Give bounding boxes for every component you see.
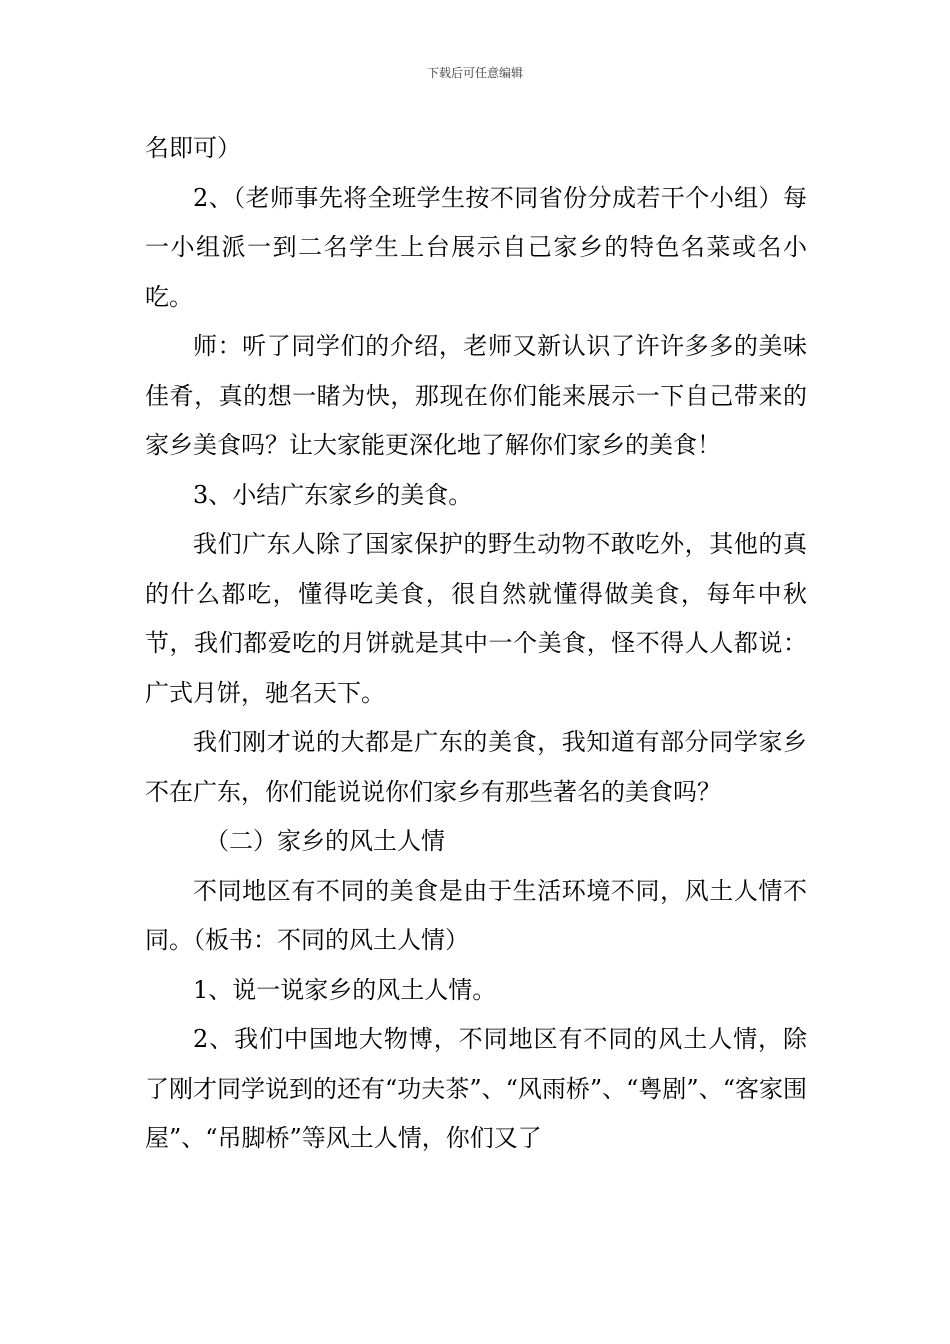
paragraph: 3、小结广东家乡的美食。	[193, 480, 473, 509]
paragraph: 2、（老师事先将全班学生按不同省份分成若干个小组）每一小组派一到二名学生上台展示自己家乡的特色名菜或名小吃。	[145, 183, 807, 311]
section-heading: （二）家乡的风土人情	[205, 827, 445, 855]
paragraph: 我们刚才说的大都是广东的美食，我知道有部分同学家乡不在广东，你们能说说你们家乡有那些著名的美食吗？	[145, 728, 807, 806]
page-header: 下载后可任意编辑	[426, 66, 523, 80]
paragraph: 1、说一说家乡的风土人情。	[193, 975, 497, 1004]
paragraph: 2、我们中国地大物博，不同地区有不同的风土人情，除了刚才同学说到的还有“功夫茶”、“风雨桥”、“粤剧”、“客家围屋”、“吊脚桥”等风土人情，你们又了	[145, 1025, 807, 1152]
paragraph: 不同地区有不同的美食是由于生活环境不同，风土人情不同。（板书：不同的风土人情）	[145, 876, 807, 954]
paragraph: 我们广东人除了国家保护的野生动物不敢吃外，其他的真的什么都吃，懂得吃美食，很自然就懂得做美食，每年中秋节，我们都爱吃的月饼就是其中一个美食，怪不得人人都说：广式月饼，驰名天下。	[145, 530, 807, 707]
paragraph: 师：听了同学们的介绍，老师又新认识了许许多多的美味佳肴，真的想一睹为快，那现在你们能来展示一下自己带来的家乡美食吗？让大家能更深化地了解你们家乡的美食！	[145, 332, 807, 459]
paragraph: 名即可）	[145, 134, 241, 162]
document-body	[145, 124, 807, 1164]
